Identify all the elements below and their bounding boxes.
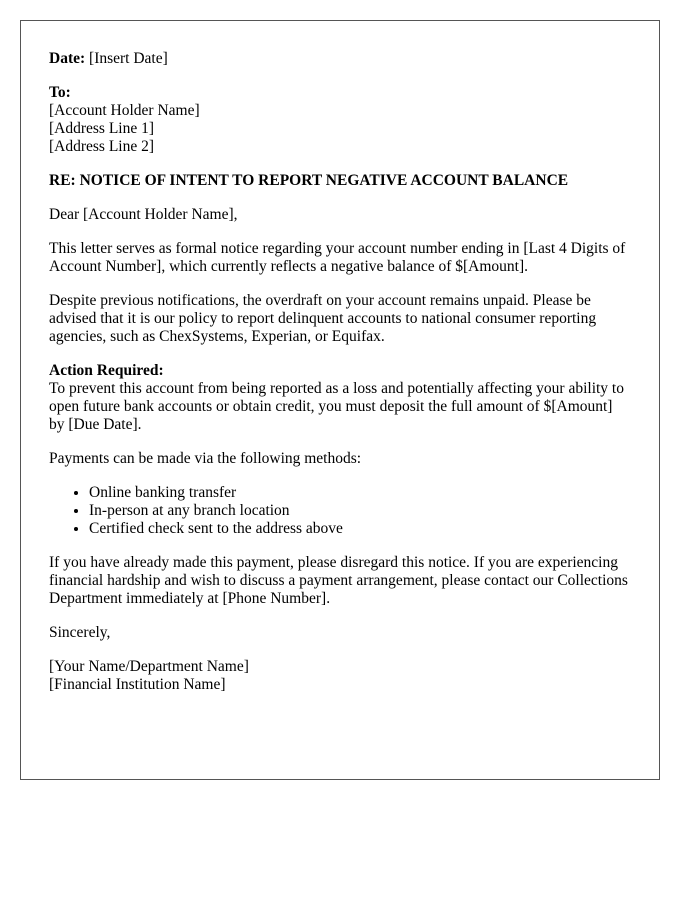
- paragraph-policy: Despite previous notifications, the overdraft on your account remains unpaid. Please be advised that it is our policy to report delinquent accounts to national consumer reporting agencies, such as ChexSystems, Experian, or Equifax.: [49, 292, 597, 345]
- date-line: [49, 50, 631, 68]
- payments-intro: Payments can be made via the following methods:: [49, 450, 362, 467]
- to-label: To:: [49, 84, 71, 101]
- action-required-label: Action Required:: [49, 362, 164, 379]
- date-value: [Insert Date]: [89, 50, 168, 67]
- action-required-text: To prevent this account from being reported as a loss and potentially affecting your ability to open future bank accounts or obtain credit, you must deposit the full amount of $[Amount] by [Due Date].: [49, 380, 624, 433]
- paragraph-hardship: If you have already made this payment, please disregard this notice. If you are experiencing financial hardship and wish to discuss a payment arrangement, please contact our Collections Department immediately at [Phone Number].: [49, 554, 628, 607]
- letter-page: [20, 20, 660, 780]
- recipient-block: [49, 84, 631, 156]
- subject-line: RE: NOTICE OF INTENT TO REPORT NEGATIVE ACCOUNT BALANCE: [49, 172, 569, 189]
- list-item: • Online banking transfer: [89, 484, 631, 502]
- signature-name: [Your Name/Department Name]: [49, 658, 249, 675]
- date-label: Date:: [49, 50, 86, 67]
- closing: Sincerely,: [49, 624, 111, 641]
- list-item: • Certified check sent to the address above: [89, 520, 631, 538]
- signature-block: [49, 658, 631, 694]
- recipient-address-line-2: [Address Line 2]: [49, 138, 155, 155]
- list-item: • In-person at any branch location: [89, 502, 631, 520]
- payment-methods-list: [49, 484, 631, 538]
- recipient-address-line-1: [Address Line 1]: [49, 120, 155, 137]
- action-required-block: [49, 362, 631, 434]
- recipient-name: [Account Holder Name]: [49, 102, 200, 119]
- signature-institution: [Financial Institution Name]: [49, 676, 226, 693]
- salutation: Dear [Account Holder Name],: [49, 206, 238, 223]
- paragraph-notice: This letter serves as formal notice regarding your account number ending in [Last 4 Digits of Account Number], which currently reflects a negative balance of $[Amount].: [49, 240, 626, 275]
